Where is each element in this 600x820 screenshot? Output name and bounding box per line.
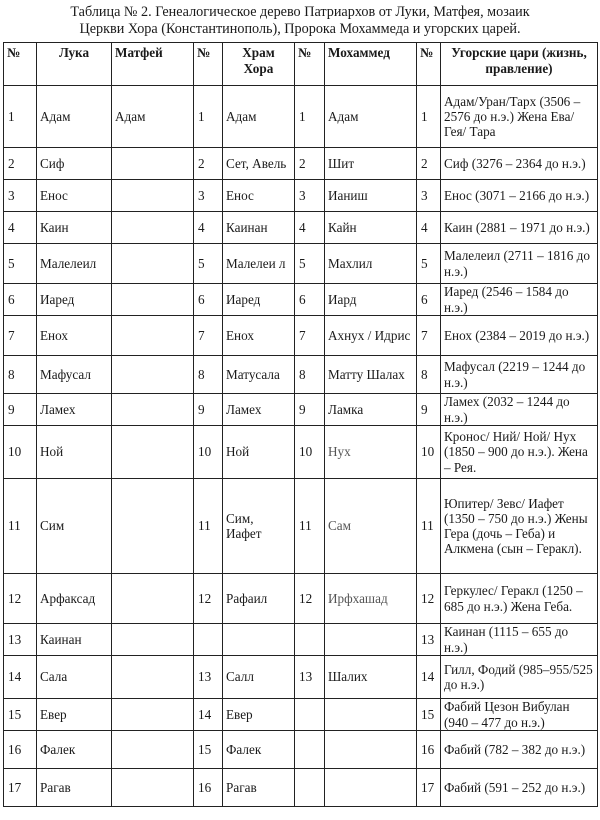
caption-line-1: Таблица № 2. Генеалогическое дерево Патриархов от Луки, Матфея, мозаик xyxy=(70,4,530,20)
mohammed-name xyxy=(325,624,417,656)
header-num-chora: № xyxy=(194,43,223,86)
chora-name: Рагав xyxy=(223,769,295,807)
row-number-mohammed: 9 xyxy=(295,394,325,426)
table-row xyxy=(4,86,598,148)
ugric-king: Юпитер/ Зевс/ Иафет (1350 – 750 до н.э.) Жены Гера (дочь – Геба) и Алкмена (сын – Геракл). xyxy=(441,479,598,574)
luke-name: Сиф xyxy=(37,148,112,180)
mohammed-name xyxy=(325,769,417,807)
table-row xyxy=(4,212,598,244)
ugric-king: Гилл, Фодий (985–955/525 до н.э.) xyxy=(441,656,598,699)
chora-name: Иаред xyxy=(223,284,295,316)
chora-name: Салл xyxy=(223,656,295,699)
mohammed-name: Кайн xyxy=(325,212,417,244)
row-number-chora: 13 xyxy=(194,656,223,699)
header-num-mohammed: № xyxy=(295,43,325,86)
row-number-kings: 15 xyxy=(417,699,441,731)
header-luke: Лука xyxy=(37,43,112,86)
chora-name: Адам xyxy=(223,86,295,148)
row-number-kings: 2 xyxy=(417,148,441,180)
ugric-king: Каин (2881 – 1971 до н.э.) xyxy=(441,212,598,244)
ugric-king: Адам/Уран/Тарх (3506 – 2576 до н.э.) Жена Ева/ Гея/ Тара xyxy=(441,86,598,148)
row-number-mohammed: 12 xyxy=(295,574,325,624)
mohammed-name: Ламка xyxy=(325,394,417,426)
ugric-king: Енос (3071 – 2166 до н.э.) xyxy=(441,180,598,212)
mohammed-name: Ирфхашад xyxy=(325,574,417,624)
table-row xyxy=(4,316,598,356)
row-number-kings: 9 xyxy=(417,394,441,426)
row-number-kings: 4 xyxy=(417,212,441,244)
row-number-luke: 3 xyxy=(4,180,37,212)
row-number-mohammed: 7 xyxy=(295,316,325,356)
row-number-mohammed: 10 xyxy=(295,426,325,479)
matthew-name xyxy=(112,356,194,394)
mohammed-name: Адам xyxy=(325,86,417,148)
chora-name: Енос xyxy=(223,180,295,212)
matthew-name xyxy=(112,699,194,731)
row-number-mohammed: 5 xyxy=(295,244,325,284)
row-number-chora: 8 xyxy=(194,356,223,394)
matthew-name xyxy=(112,284,194,316)
ugric-king: Малелеил (2711 – 1816 до н.э.) xyxy=(441,244,598,284)
row-number-luke: 10 xyxy=(4,426,37,479)
row-number-luke: 7 xyxy=(4,316,37,356)
mohammed-name xyxy=(325,699,417,731)
table-row xyxy=(4,699,598,731)
chora-name xyxy=(223,624,295,656)
luke-name: Фалек xyxy=(37,731,112,769)
row-number-mohammed: 4 xyxy=(295,212,325,244)
row-number-luke: 15 xyxy=(4,699,37,731)
row-number-mohammed: 6 xyxy=(295,284,325,316)
chora-name: Фалек xyxy=(223,731,295,769)
chora-name: Евер xyxy=(223,699,295,731)
table-row xyxy=(4,656,598,699)
row-number-mohammed xyxy=(295,624,325,656)
row-number-mohammed: 1 xyxy=(295,86,325,148)
table-row xyxy=(4,574,598,624)
row-number-mohammed xyxy=(295,699,325,731)
mohammed-name: Махлил xyxy=(325,244,417,284)
matthew-name xyxy=(112,769,194,807)
luke-name: Малелеил xyxy=(37,244,112,284)
matthew-name xyxy=(112,180,194,212)
luke-name: Ламех xyxy=(37,394,112,426)
row-number-luke: 2 xyxy=(4,148,37,180)
table-caption xyxy=(0,4,600,38)
ugric-king: Фабий Цезон Вибулан (940 – 477 до н.э.) xyxy=(441,699,598,731)
row-number-kings: 10 xyxy=(417,426,441,479)
luke-name: Иаред xyxy=(37,284,112,316)
chora-name: Сет, Авель xyxy=(223,148,295,180)
row-number-chora: 6 xyxy=(194,284,223,316)
table-row xyxy=(4,180,598,212)
row-number-kings: 17 xyxy=(417,769,441,807)
row-number-mohammed: 2 xyxy=(295,148,325,180)
row-number-chora: 16 xyxy=(194,769,223,807)
header-chora: Храм Хора xyxy=(223,43,295,86)
row-number-luke: 13 xyxy=(4,624,37,656)
matthew-name xyxy=(112,731,194,769)
row-number-kings: 12 xyxy=(417,574,441,624)
row-number-luke: 6 xyxy=(4,284,37,316)
mohammed-name: Нух xyxy=(325,426,417,479)
matthew-name xyxy=(112,574,194,624)
matthew-name xyxy=(112,656,194,699)
row-number-chora: 15 xyxy=(194,731,223,769)
header-row xyxy=(4,43,598,86)
row-number-luke: 14 xyxy=(4,656,37,699)
matthew-name xyxy=(112,394,194,426)
header-num-luke: № xyxy=(4,43,37,86)
row-number-luke: 11 xyxy=(4,479,37,574)
chora-name: Ной xyxy=(223,426,295,479)
table-row xyxy=(4,244,598,284)
caption-line-2: Церкви Хора (Константинополь), Пророка Мохаммеда и угорских царей. xyxy=(79,21,521,37)
row-number-chora: 14 xyxy=(194,699,223,731)
header-kings: Угорские цари (жизнь, правление) xyxy=(441,43,598,86)
matthew-name xyxy=(112,624,194,656)
row-number-chora: 9 xyxy=(194,394,223,426)
row-number-luke: 16 xyxy=(4,731,37,769)
luke-name: Арфаксад xyxy=(37,574,112,624)
luke-name: Евер xyxy=(37,699,112,731)
row-number-kings: 14 xyxy=(417,656,441,699)
table-row xyxy=(4,394,598,426)
row-number-chora: 10 xyxy=(194,426,223,479)
row-number-chora: 7 xyxy=(194,316,223,356)
ugric-king: Ламех (2032 – 1244 до н.э.) xyxy=(441,394,598,426)
row-number-chora: 5 xyxy=(194,244,223,284)
matthew-name xyxy=(112,212,194,244)
row-number-chora: 12 xyxy=(194,574,223,624)
chora-name: Енох xyxy=(223,316,295,356)
row-number-luke: 8 xyxy=(4,356,37,394)
ugric-king: Иаред (2546 – 1584 до н.э.) xyxy=(441,284,598,316)
matthew-name: Адам xyxy=(112,86,194,148)
header-mohammed: Мохаммед xyxy=(325,43,417,86)
chora-name: Малелеи л xyxy=(223,244,295,284)
table-row xyxy=(4,624,598,656)
luke-name: Енос xyxy=(37,180,112,212)
ugric-king: Сиф (3276 – 2364 до н.э.) xyxy=(441,148,598,180)
mohammed-name: Матту Шалах xyxy=(325,356,417,394)
ugric-king: Геркулес/ Геракл (1250 – 685 до н.э.) Жена Геба. xyxy=(441,574,598,624)
row-number-kings: 6 xyxy=(417,284,441,316)
matthew-name xyxy=(112,426,194,479)
row-number-kings: 1 xyxy=(417,86,441,148)
chora-name: Сим, Иафет xyxy=(223,479,295,574)
row-number-luke: 9 xyxy=(4,394,37,426)
row-number-mohammed: 3 xyxy=(295,180,325,212)
row-number-luke: 1 xyxy=(4,86,37,148)
row-number-kings: 5 xyxy=(417,244,441,284)
luke-name: Сим xyxy=(37,479,112,574)
matthew-name xyxy=(112,244,194,284)
row-number-kings: 16 xyxy=(417,731,441,769)
row-number-kings: 11 xyxy=(417,479,441,574)
table-row xyxy=(4,426,598,479)
chora-name: Каинан xyxy=(223,212,295,244)
ugric-king: Фабий (782 – 382 до н.э.) xyxy=(441,731,598,769)
row-number-kings: 8 xyxy=(417,356,441,394)
row-number-mohammed xyxy=(295,731,325,769)
header-num-kings: № xyxy=(417,43,441,86)
row-number-chora: 2 xyxy=(194,148,223,180)
row-number-luke: 5 xyxy=(4,244,37,284)
luke-name: Енох xyxy=(37,316,112,356)
table-row xyxy=(4,356,598,394)
mohammed-name: Сам xyxy=(325,479,417,574)
chora-name: Матусала xyxy=(223,356,295,394)
row-number-mohammed: 11 xyxy=(295,479,325,574)
table-row xyxy=(4,479,598,574)
mohammed-name xyxy=(325,731,417,769)
row-number-kings: 3 xyxy=(417,180,441,212)
luke-name: Каинан xyxy=(37,624,112,656)
row-number-chora: 1 xyxy=(194,86,223,148)
ugric-king: Мафусал (2219 – 1244 до н.э.) xyxy=(441,356,598,394)
row-number-mohammed xyxy=(295,769,325,807)
luke-name: Мафусал xyxy=(37,356,112,394)
chora-name: Ламех xyxy=(223,394,295,426)
luke-name: Каин xyxy=(37,212,112,244)
ugric-king: Кронос/ Ний/ Ной/ Нух (1850 – 900 до н.э.). Жена – Рея. xyxy=(441,426,598,479)
matthew-name xyxy=(112,316,194,356)
mohammed-name: Ианиш xyxy=(325,180,417,212)
table-row xyxy=(4,731,598,769)
row-number-luke: 12 xyxy=(4,574,37,624)
header-matthew: Матфей xyxy=(112,43,194,86)
mohammed-name: Ахнух / Идрис xyxy=(325,316,417,356)
row-number-mohammed: 8 xyxy=(295,356,325,394)
row-number-mohammed: 13 xyxy=(295,656,325,699)
ugric-king: Енох (2384 – 2019 до н.э.) xyxy=(441,316,598,356)
matthew-name xyxy=(112,479,194,574)
row-number-chora: 3 xyxy=(194,180,223,212)
ugric-king: Каинан (1115 – 655 до н.э.) xyxy=(441,624,598,656)
row-number-luke: 17 xyxy=(4,769,37,807)
ugric-king: Фабий (591 – 252 до н.э.) xyxy=(441,769,598,807)
row-number-kings: 7 xyxy=(417,316,441,356)
luke-name: Адам xyxy=(37,86,112,148)
mohammed-name: Шит xyxy=(325,148,417,180)
row-number-kings: 13 xyxy=(417,624,441,656)
table-row xyxy=(4,148,598,180)
row-number-chora: 11 xyxy=(194,479,223,574)
matthew-name xyxy=(112,148,194,180)
table-row xyxy=(4,284,598,316)
genealogy-table xyxy=(3,42,598,807)
row-number-luke: 4 xyxy=(4,212,37,244)
luke-name: Ной xyxy=(37,426,112,479)
luke-name: Сала xyxy=(37,656,112,699)
row-number-chora: 4 xyxy=(194,212,223,244)
row-number-chora xyxy=(194,624,223,656)
chora-name: Рафаил xyxy=(223,574,295,624)
table-row xyxy=(4,769,598,807)
mohammed-name: Шалих xyxy=(325,656,417,699)
luke-name: Рагав xyxy=(37,769,112,807)
mohammed-name: Иард xyxy=(325,284,417,316)
